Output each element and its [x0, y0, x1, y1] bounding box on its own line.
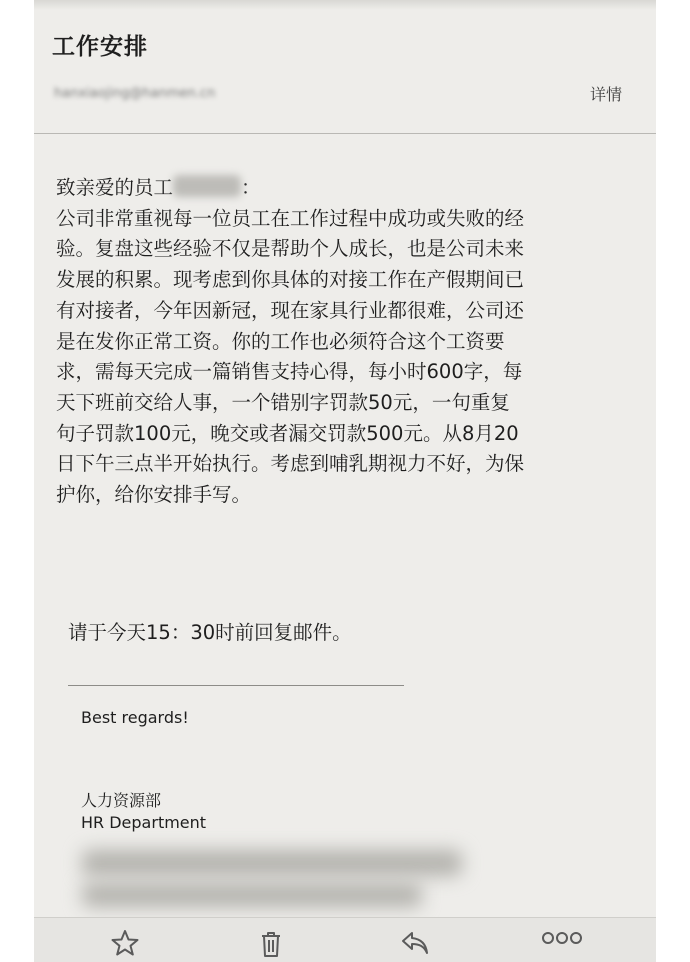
- body-line: 护你，给你安排手写。: [56, 483, 252, 507]
- greeting-colon: ：: [241, 176, 261, 199]
- redacted-name: [173, 175, 241, 197]
- body-line: 公司非常重视每一位员工在工作过程中成功或失败的经: [56, 206, 525, 230]
- email-subject: 工作安排: [52, 34, 148, 60]
- body-line: 日下午三点半开始执行。考虑到哺乳期视力不好，为保: [56, 452, 525, 476]
- reply-icon[interactable]: [398, 928, 432, 962]
- signature-department-cn: 人力资源部: [81, 791, 162, 810]
- star-icon[interactable]: [108, 928, 142, 962]
- body-line: 验。复盘这些经验不仅是帮助个人成长，也是公司未来: [56, 237, 525, 261]
- greeting-text: 致亲爱的员工: [56, 176, 174, 199]
- greeting-line: [56, 173, 632, 204]
- photo-border-left: [0, 0, 34, 962]
- redacted-contact: [82, 850, 462, 876]
- details-link[interactable]: 详情: [589, 85, 622, 104]
- body-line: 天下班前交给人事，一个错别字罚款50元，一句重复: [56, 390, 510, 414]
- email-screen: [34, 0, 656, 962]
- body-line: 句子罚款100元，晚交或者漏交罚款500元。从8月20: [56, 421, 519, 445]
- body-line: 求，需每天完成一篇销售支持心得，每小时600字，每: [56, 360, 523, 384]
- body-line: 发展的积累。现考虑到你具体的对接工作在产假期间已: [56, 268, 525, 292]
- header-divider: [34, 133, 656, 134]
- redacted-contact: [82, 883, 422, 907]
- more-icon[interactable]: [540, 928, 584, 962]
- signature-department-en: HR Department: [81, 813, 207, 832]
- sender-address[interactable]: hanxiaojing@hanmen.cn: [54, 86, 216, 101]
- body-line: 有对接者，今年因新冠，现在家具行业都很难，公司还: [56, 298, 525, 322]
- email-toolbar: [34, 917, 656, 962]
- body-line: 是在发你正常工资。你的工作也必须符合这个工资要: [56, 329, 505, 353]
- email-header: [34, 0, 656, 134]
- signature-closing: Best regards!: [81, 708, 189, 727]
- email-body: [56, 173, 632, 511]
- trash-icon[interactable]: [254, 928, 288, 962]
- reply-request: 请于今天15：30时前回复邮件。: [68, 621, 352, 644]
- signature-divider: [68, 685, 404, 686]
- photo-border-right: [656, 0, 690, 962]
